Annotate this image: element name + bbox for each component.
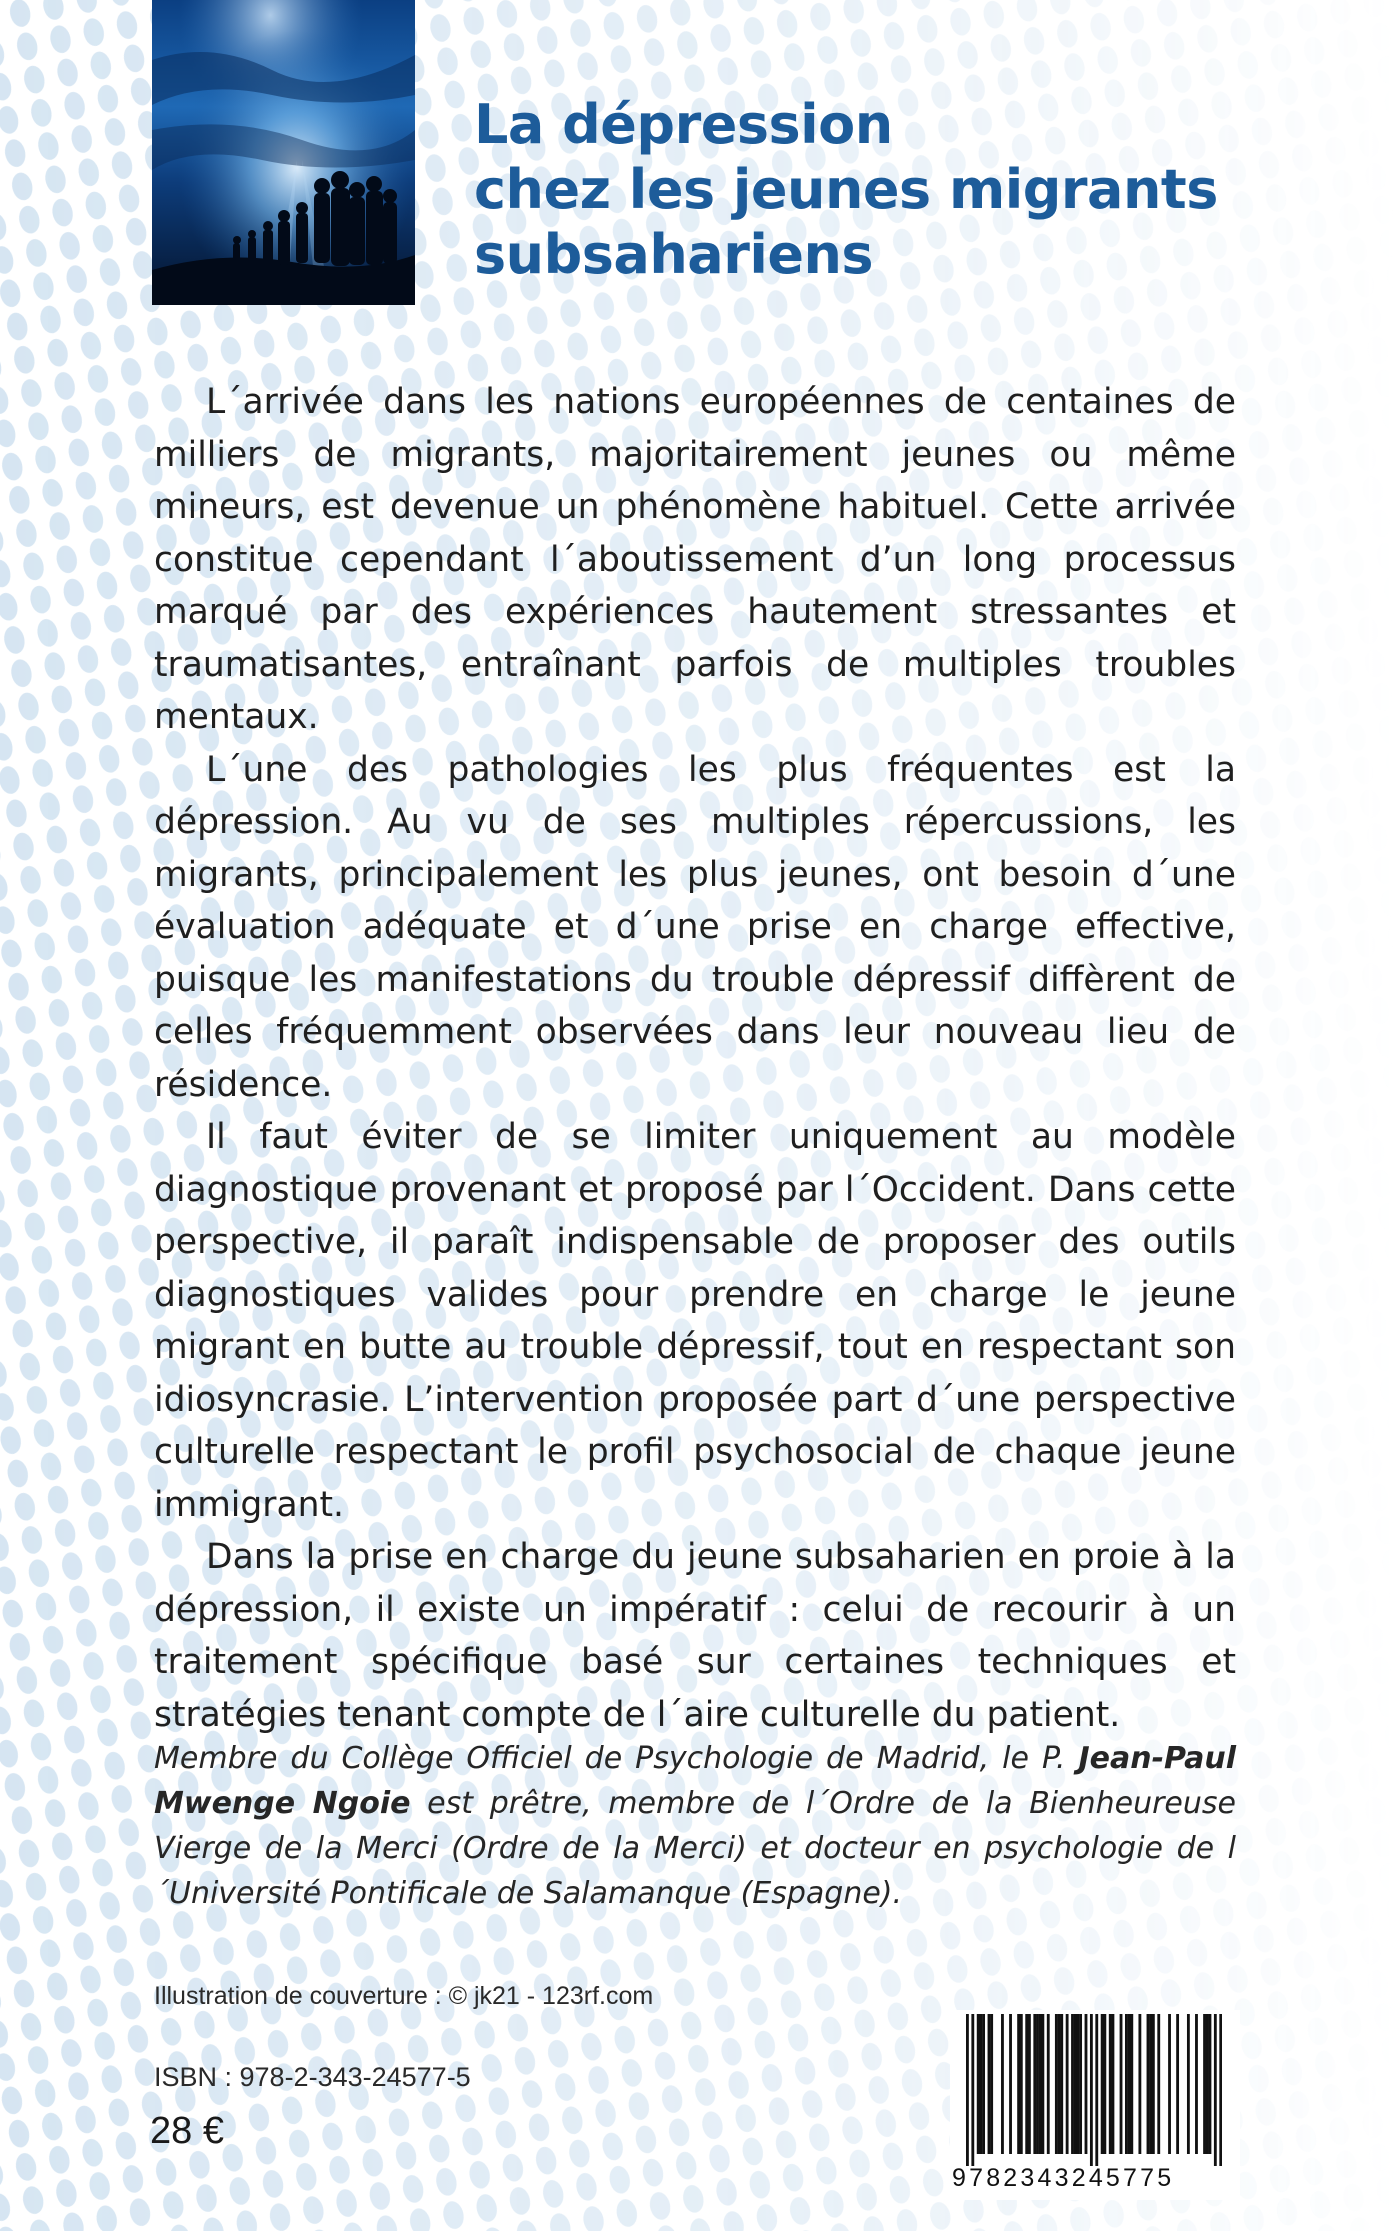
barcode-bar <box>1209 2014 1212 2154</box>
author-name: Jean-Paul Mwenge Ngoie <box>154 1741 1236 1821</box>
barcode-bar <box>1066 2014 1069 2154</box>
barcode-bar <box>1060 2014 1063 2154</box>
barcode-bar <box>1041 2014 1044 2154</box>
author-bio-details: est prêtre, membre de l´Ordre de la Bienheureuse Vierge de la Merci (Ordre de la Merci) et docteur en psychologie de l´Université Pontificale de Salamanque (Espagne). <box>154 1786 1236 1911</box>
barcode-bar <box>988 2014 991 2154</box>
author-bio-intro: Membre du Collège Officiel de Psychologie de Madrid, le P. <box>154 1741 1079 1776</box>
cover-photo <box>152 0 415 305</box>
author-bio <box>154 1736 1236 1916</box>
barcode-bar <box>1090 2014 1093 2166</box>
barcode-bar <box>982 2014 985 2154</box>
barcode-bar <box>1128 2014 1131 2154</box>
description-paragraph: Dans la prise en charge du jeune subsaharien en proie à la dépression, il existe un impératif : celui de recourir à un traitement spécifique basé sur certaines techniques et stratégies tenant compte de l´aire culturelle du patient. <box>154 1537 1236 1735</box>
barcode-bar <box>1028 2014 1031 2154</box>
barcode-bar <box>1138 2014 1141 2154</box>
barcode-bar <box>1152 2014 1155 2154</box>
barcode-bar <box>1055 2014 1058 2154</box>
barcode-bar <box>1076 2014 1079 2154</box>
barcode-bar <box>1203 2014 1206 2154</box>
barcode-bar <box>1214 2014 1217 2166</box>
barcode-bar <box>966 2014 969 2166</box>
barcode-bar <box>1125 2014 1128 2154</box>
barcode-bar <box>1168 2014 1171 2154</box>
barcode-bar <box>1036 2014 1039 2154</box>
barcode <box>950 2010 1240 2200</box>
barcode-bar <box>1130 2014 1133 2154</box>
barcode-bar <box>1001 2014 1004 2154</box>
barcode-bar <box>990 2014 993 2154</box>
barcode-bar <box>1219 2014 1222 2166</box>
barcode-bar <box>1039 2014 1042 2154</box>
barcode-bar <box>1095 2014 1098 2166</box>
barcode-bar <box>1079 2014 1082 2154</box>
barcode-bar <box>1120 2014 1123 2154</box>
barcode-bar <box>1103 2014 1106 2154</box>
barcode-bar <box>1109 2014 1112 2154</box>
barcode-bar <box>1074 2014 1077 2154</box>
barcode-bar <box>1071 2014 1074 2154</box>
title-line-3: subsahariens <box>474 223 874 286</box>
title-line-1: La dépression <box>474 93 893 156</box>
barcode-bar <box>977 2014 980 2154</box>
title-line-2: chez les jeunes migrants <box>474 158 1218 221</box>
barcode-bars <box>966 2014 1222 2166</box>
barcode-bar <box>1195 2014 1198 2154</box>
description-paragraph: L´arrivée dans les nations européennes de centaines de milliers de migrants, majoritairement jeunes ou même mineurs, est devenue un phénomène habituel. Cette arrivée constitue cependant l´aboutissement d’un long processus marqué par des expériences hautement stressantes et traumatisantes, entraînant parfois de multiples troubles mentaux. <box>154 382 1236 737</box>
price: 28 € <box>150 2110 224 2152</box>
barcode-bar <box>979 2014 982 2154</box>
description-paragraph: L´une des pathologies les plus fréquentes est la dépression. Au vu de ses multiples répercussions, les migrants, principalement les plus jeunes, ont besoin d´une évaluation adéquate et d´une prise en charge effective, puisque les manifestations du trouble dépressif diffèrent de celles fréquemment observées dans leur nouveau lieu de résidence. <box>154 749 1236 1105</box>
description-paragraph: Il faut éviter de se limiter uniquement au modèle diagnostique provenant et proposé par l´Occident. Dans cette perspective, il paraît indispensable de proposer des outils diagnostiques valides pour prendre en charge le jeune migrant en butte au trouble dépressif, tout en respectant son idiosyncrasie. L’intervention proposée part d´une perspective culturelle respectant le profil psychosocial de chaque jeune immigrant. <box>154 1117 1236 1525</box>
book-description <box>154 376 1236 1741</box>
barcode-bar <box>971 2014 974 2166</box>
barcode-bar <box>1149 2014 1152 2154</box>
barcode-bar <box>1101 2014 1104 2154</box>
barcode-bar <box>1009 2014 1012 2154</box>
barcode-bar <box>1157 2014 1160 2154</box>
barcode-bar <box>1187 2014 1190 2154</box>
barcode-bar <box>1025 2014 1028 2154</box>
isbn: ISBN : 978-2-343-24577-5 <box>154 2062 471 2092</box>
barcode-bar <box>1112 2014 1115 2154</box>
barcode-bar <box>1058 2014 1061 2154</box>
barcode-digits: 9782343245775 <box>952 2164 1175 2192</box>
illustration-credit: Illustration de couverture : © jk21 - 123rf.com <box>154 1982 654 2010</box>
barcode-bar <box>1147 2014 1150 2154</box>
book-title <box>474 92 1354 287</box>
barcode-bar <box>1176 2014 1179 2154</box>
barcode-bar <box>1085 2014 1088 2154</box>
barcode-bar <box>1047 2014 1050 2154</box>
barcode-bar <box>1206 2014 1209 2154</box>
barcode-bar <box>1017 2014 1020 2154</box>
barcode-bar <box>1020 2014 1023 2154</box>
barcode-bar <box>1033 2014 1036 2154</box>
